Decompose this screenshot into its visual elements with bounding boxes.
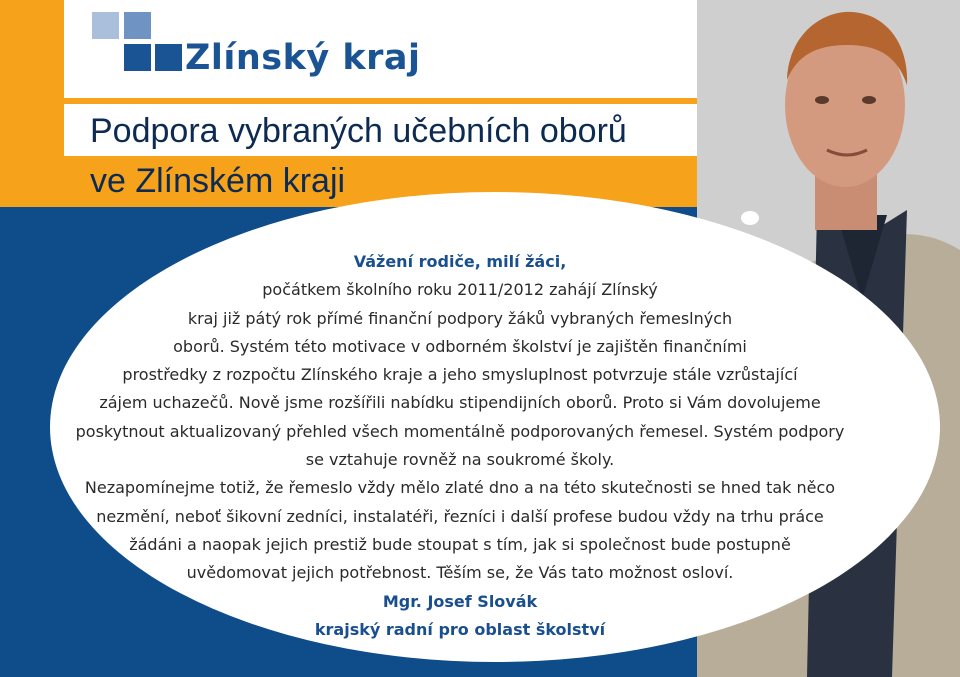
message-line: prostředky z rozpočtu Zlínského kraje a jeho smysluplnost potvrzuje stále vzrůstající bbox=[122, 365, 798, 385]
message-line: nezmění, neboť šikovní zedníci, instalatéři, řezníci i další profese budou vždy na trhu práce bbox=[96, 506, 824, 526]
zlinsky-kraj-logo-icon bbox=[92, 12, 182, 74]
message-line: poskytnout aktualizovaný přehled všech momentálně podporovaných řemesel. Systém podpory bbox=[75, 421, 845, 441]
message-line: uvědomovat jejich potřebnost. Těším se, že Vás tato možnost osloví. bbox=[186, 563, 734, 583]
header-divider bbox=[64, 98, 697, 104]
message-line: počátkem školního roku 2011/2012 zahájí Zlínský bbox=[262, 280, 658, 300]
logo-square-dark-2 bbox=[155, 44, 182, 71]
page-subtitle: ve Zlínském kraji bbox=[90, 162, 346, 200]
message-line: oborů. Systém této motivace v odborném školství je zajištěn finančními bbox=[173, 336, 747, 356]
brand-name: Zlínský kraj bbox=[185, 38, 421, 78]
message-line: žádáni a naopak jejich prestiž bude stoupat s tím, jak si společnost bude postupně bbox=[129, 534, 791, 554]
message-line: zájem uchazečů. Nově jsme rozšířili nabídku stipendijních oborů. Proto si Vám dovolujeme bbox=[99, 393, 821, 413]
signature-name: Mgr. Josef Slovák bbox=[382, 591, 538, 611]
logo-square-light bbox=[92, 12, 119, 39]
signature-role: krajský radní pro oblast školství bbox=[314, 619, 606, 639]
thought-dot-small bbox=[741, 211, 759, 225]
page-title: Podpora vybraných učebních oborů bbox=[90, 112, 627, 150]
greeting: Vážení rodiče, milí žáci, bbox=[353, 252, 567, 271]
message-line: kraj již pátý rok přímé finanční podpory žáků vybraných řemeslných bbox=[187, 308, 733, 328]
logo-square-dark bbox=[124, 44, 151, 71]
message-line: se vztahuje rovněž na soukromé školy. bbox=[305, 450, 615, 470]
logo-square-mid bbox=[124, 12, 151, 39]
message-text bbox=[40, 248, 880, 644]
message-line: Nezapomínejme totiž, že řemeslo vždy mělo zlaté dno a na této skutečnosti se hned tak něco bbox=[84, 478, 836, 498]
